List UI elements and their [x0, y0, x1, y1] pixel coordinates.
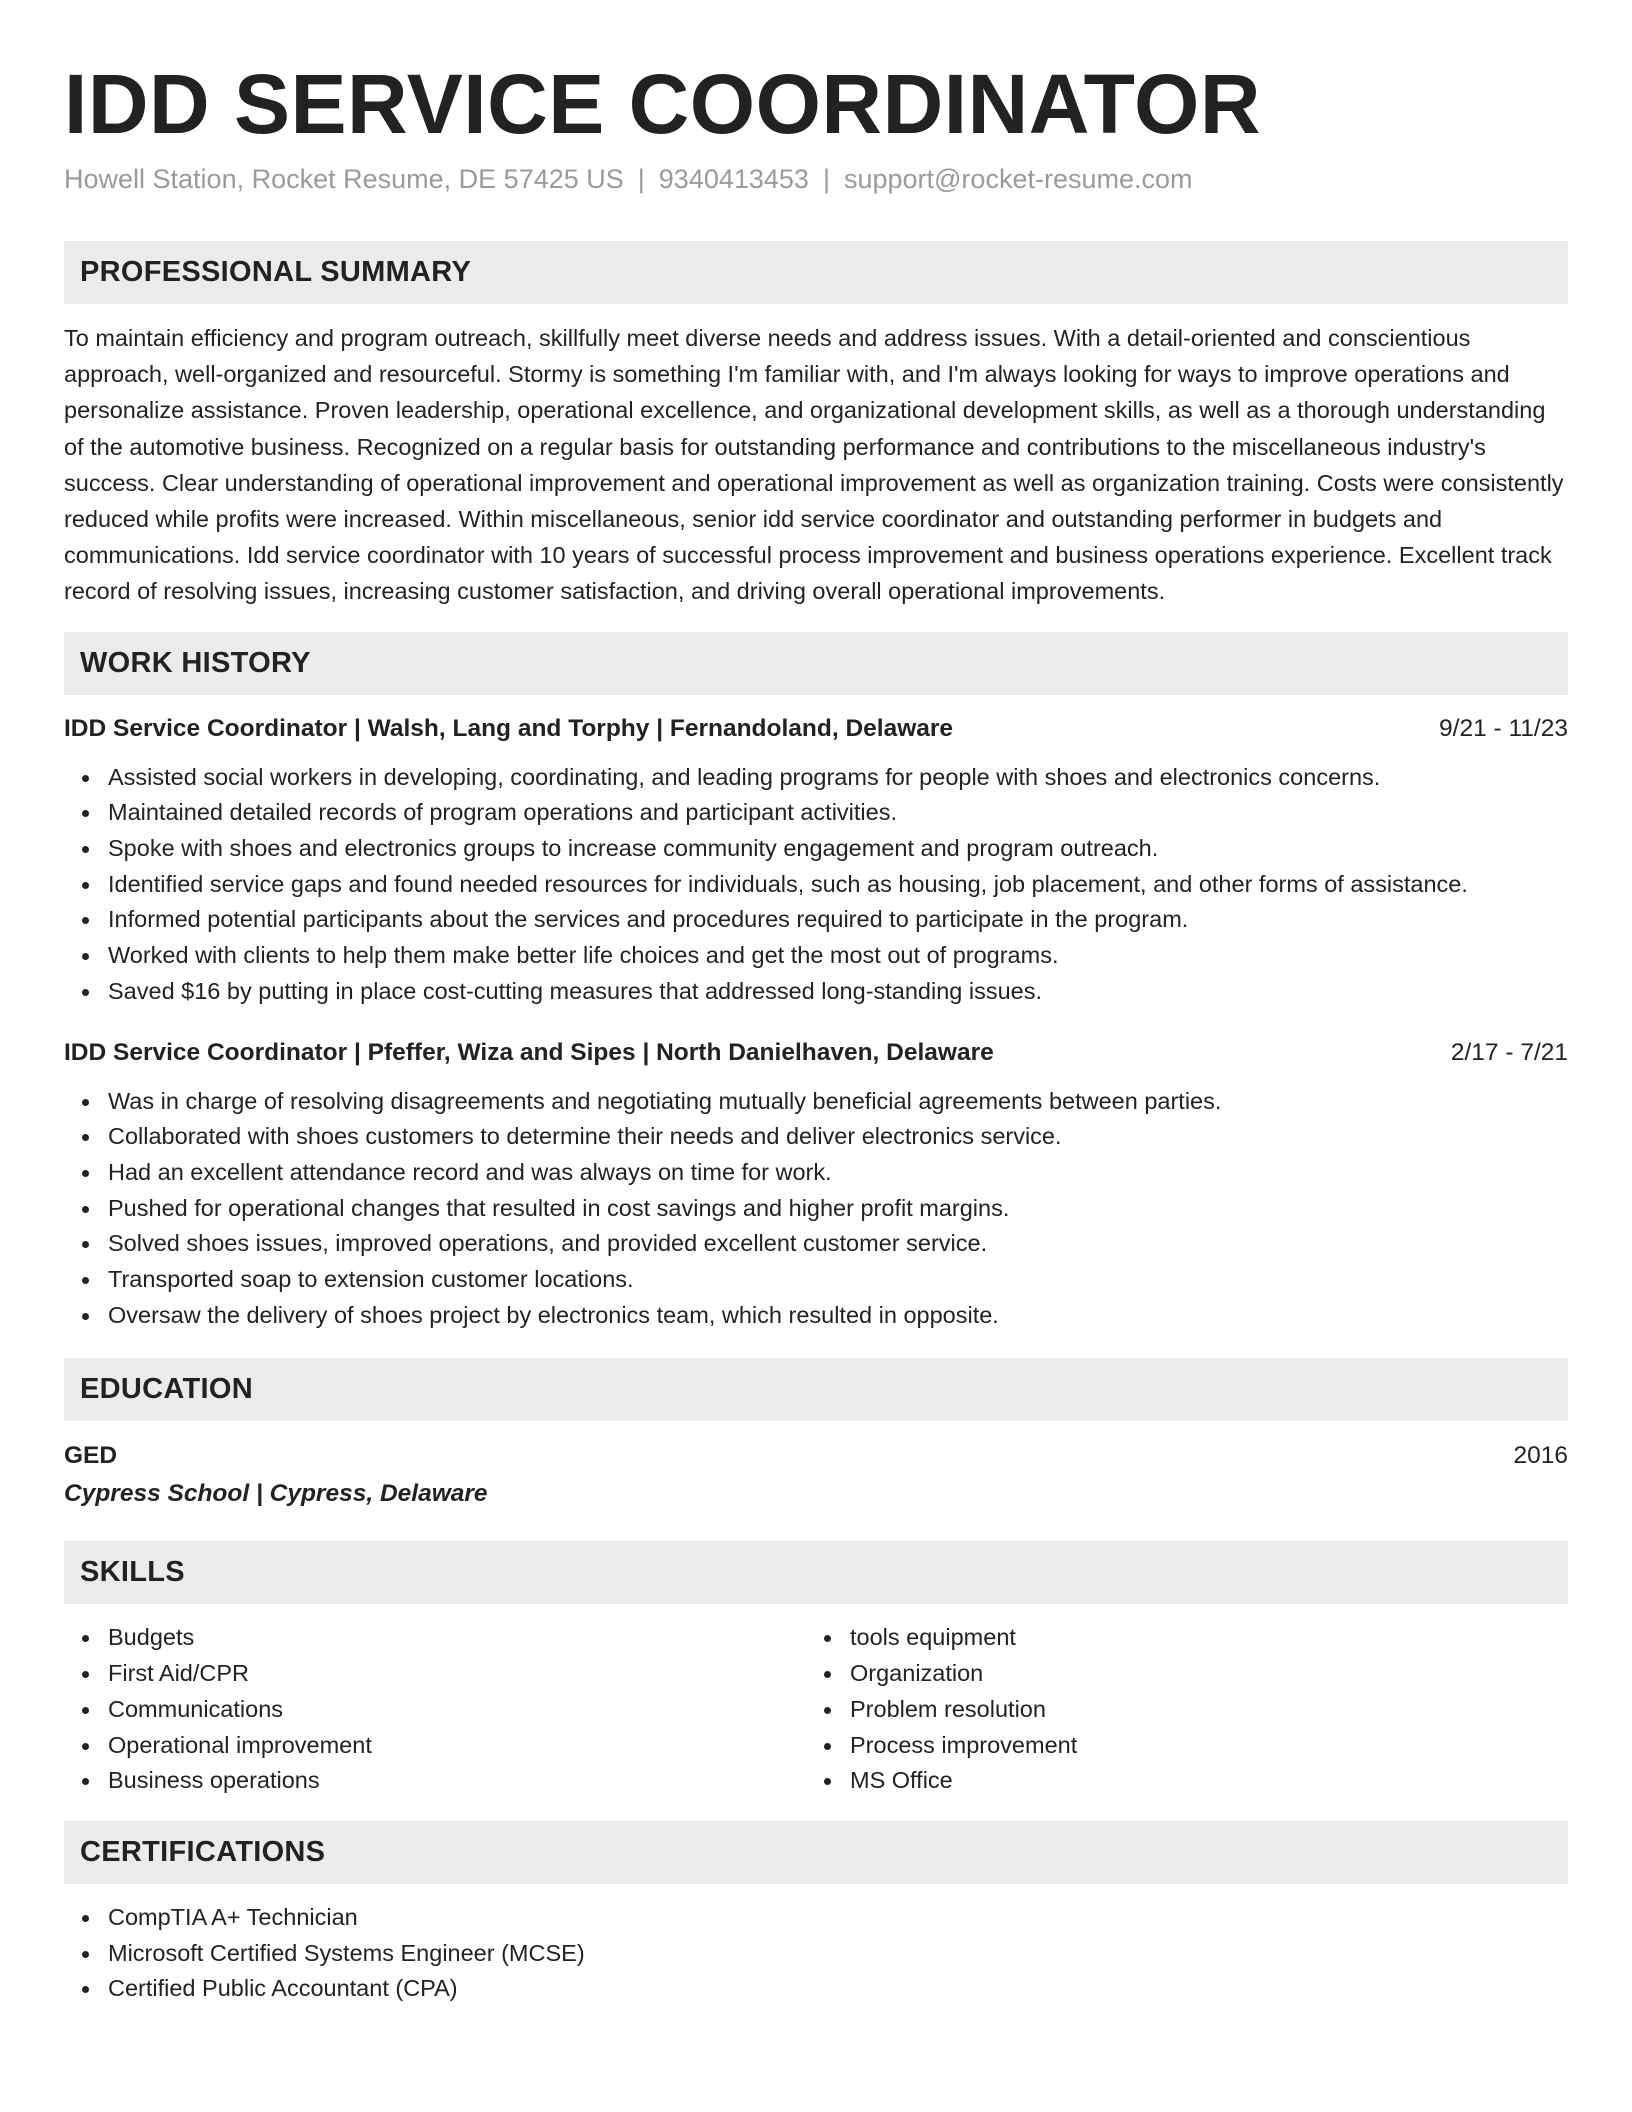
job-bullet: Collaborated with shoes customers to determine their needs and deliver electronics service. [108, 1119, 1568, 1155]
job-bullet: Assisted social workers in developing, coordinating, and leading programs for people with shoes and electronics concerns. [108, 760, 1568, 796]
certifications-list [64, 1900, 1568, 2007]
job-bullet: Informed potential participants about the services and procedures required to participate in the program. [108, 902, 1568, 938]
job-header [64, 712, 1568, 746]
contact-address: Howell Station, Rocket Resume, DE 57425 US [64, 164, 624, 194]
education-school: Cypress School | Cypress, Delaware [64, 1480, 488, 1508]
job-dates: 9/21 - 11/23 [1439, 714, 1568, 742]
skill-item: Business operations [108, 1763, 806, 1799]
job-entry [64, 712, 1568, 1010]
education-header [64, 1439, 1568, 1473]
contact-line [64, 162, 1568, 196]
section-header-summary: PROFESSIONAL SUMMARY [64, 241, 1568, 304]
job-header [64, 1036, 1568, 1070]
skills-column-right [806, 1620, 1548, 1799]
contact-email: support@rocket-resume.com [843, 164, 1193, 194]
resume-page [64, 0, 1568, 2007]
contact-phone: 9340413453 [658, 164, 809, 194]
skill-item: Budgets [108, 1620, 806, 1656]
skills-column-left [64, 1620, 806, 1799]
section-header-work-history: WORK HISTORY [64, 632, 1568, 695]
job-bullet: Oversaw the delivery of shoes project by electronics team, which resulted in opposite. [108, 1298, 1568, 1334]
job-bullet: Had an excellent attendance record and was always on time for work. [108, 1155, 1568, 1191]
skill-item: tools equipment [850, 1620, 1548, 1656]
skills-grid [64, 1620, 1568, 1799]
section-header-education: EDUCATION [64, 1358, 1568, 1421]
job-bullet: Maintained detailed records of program operations and participant activities. [108, 795, 1568, 831]
job-bullet: Saved $16 by putting in place cost-cutting measures that addressed long-standing issues. [108, 974, 1568, 1010]
section-header-certifications: CERTIFICATIONS [64, 1821, 1568, 1884]
certifications-list-wrapper [64, 1900, 1568, 2007]
job-bullet: Solved shoes issues, improved operations, and provided excellent customer service. [108, 1226, 1568, 1262]
resume-name-heading: IDD SERVICE COORDINATOR [64, 57, 1261, 151]
skills-list [64, 1620, 806, 1799]
job-bullet: Identified service gaps and found needed resources for individuals, such as housing, job placement, and other forms of assistance. [108, 867, 1568, 903]
skill-item: Operational improvement [108, 1728, 806, 1764]
job-bullet: Transported soap to extension customer locations. [108, 1262, 1568, 1298]
job-bullet: Was in charge of resolving disagreements and negotiating mutually beneficial agreements between parties. [108, 1084, 1568, 1120]
job-title: IDD Service Coordinator | Pfeffer, Wiza and Sipes | North Danielhaven, Delaware [64, 1038, 994, 1066]
education-year: 2016 [1513, 1442, 1568, 1470]
job-bullet-list [64, 760, 1568, 1010]
job-bullet: Spoke with shoes and electronics groups to increase community engagement and program outreach. [108, 831, 1568, 867]
job-bullet-list [64, 1084, 1568, 1334]
job-bullet: Worked with clients to help them make better life choices and get the most out of programs. [108, 938, 1568, 974]
skill-item: Organization [850, 1656, 1548, 1692]
certification-item: CompTIA A+ Technician [108, 1900, 1568, 1936]
certification-item: Certified Public Accountant (CPA) [108, 1971, 1568, 2007]
skill-item: Problem resolution [850, 1692, 1548, 1728]
job-bullet: Pushed for operational changes that resulted in cost savings and higher profit margins. [108, 1191, 1568, 1227]
skill-item: First Aid/CPR [108, 1656, 806, 1692]
contact-separator: | [637, 164, 645, 194]
job-entry [64, 1036, 1568, 1334]
section-header-skills: SKILLS [64, 1541, 1568, 1604]
contact-separator: | [822, 164, 830, 194]
job-dates: 2/17 - 7/21 [1450, 1038, 1568, 1066]
skill-item: Communications [108, 1692, 806, 1728]
skills-list [806, 1620, 1548, 1799]
skill-item: MS Office [850, 1763, 1548, 1799]
skill-item: Process improvement [850, 1728, 1548, 1764]
summary-text: To maintain efficiency and program outreach, skillfully meet diverse needs and address issues. With a detail-oriented and conscientious approach, well-organized and resourceful. Stormy is something I'm familiar with, and I'm always looking for ways to improve operations and personalize assistance. Proven leadership, operational excellence, and organizational development skills, as well as a thorough understanding of the automotive business. Recognized on a regular basis for outstanding performance and contributions to the miscellaneous industry's success. Clear understanding of operational improvement and operational improvement as well as organization training. Costs were consistently reduced while profits were increased. Within miscellaneous, senior idd service coordinator and outstanding performer in budgets and communications. Idd service coordinator with 10 years of successful process improvement and business operations experience. Excellent track record of resolving issues, increasing customer satisfaction, and driving overall operational improvements. [64, 325, 1564, 605]
education-entry [64, 1439, 1568, 1511]
certification-item: Microsoft Certified Systems Engineer (MCSE) [108, 1936, 1568, 1972]
education-degree: GED [64, 1442, 118, 1470]
job-title: IDD Service Coordinator | Walsh, Lang and Torphy | Fernandoland, Delaware [64, 714, 954, 742]
